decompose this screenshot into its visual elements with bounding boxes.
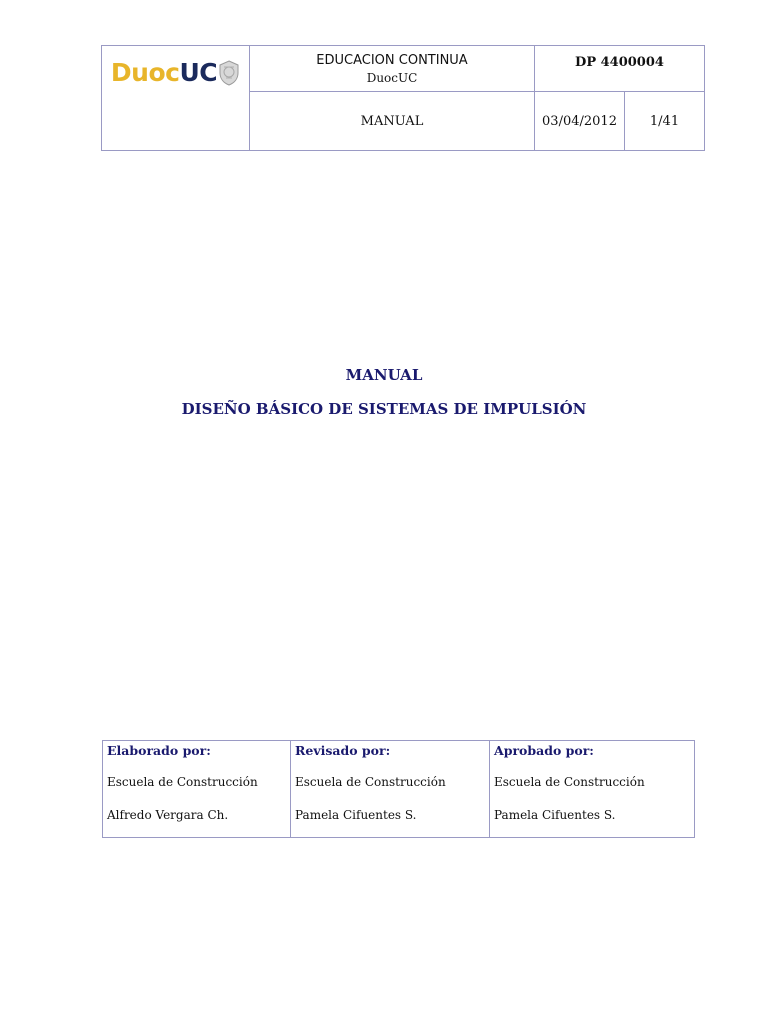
uc-seal-icon bbox=[218, 60, 240, 86]
approval-table bbox=[102, 740, 695, 838]
approval-cell-elaborado bbox=[103, 741, 291, 838]
logo-cell bbox=[102, 46, 250, 151]
document-header-table bbox=[101, 45, 705, 151]
approval-cell-revisado bbox=[291, 741, 490, 838]
document-code: DP 4400004 bbox=[575, 55, 664, 70]
org-name: EDUCACION CONTINUA bbox=[316, 52, 468, 68]
approval-person: Pamela Cifuentes S. bbox=[494, 808, 616, 822]
document-type: MANUAL bbox=[360, 113, 424, 129]
org-cell bbox=[250, 46, 535, 92]
approval-role: Aprobado por: bbox=[494, 743, 594, 758]
page-cell bbox=[625, 92, 705, 151]
logo-text-duoc: Duoc bbox=[110, 58, 180, 87]
document-title: MANUAL bbox=[345, 366, 423, 384]
title-block bbox=[0, 366, 768, 418]
code-cell bbox=[535, 46, 705, 92]
approval-unit: Escuela de Construcción bbox=[295, 775, 446, 789]
doc-type-cell bbox=[250, 92, 535, 151]
approval-role: Revisado por: bbox=[295, 743, 391, 758]
approval-cell-aprobado bbox=[490, 741, 695, 838]
duocuc-logo bbox=[102, 58, 249, 87]
org-subname: DuocUC bbox=[366, 70, 418, 85]
approval-person: Alfredo Vergara Ch. bbox=[107, 808, 229, 822]
date-cell bbox=[535, 92, 625, 151]
document-subtitle: DISEÑO BÁSICO DE SISTEMAS DE IMPULSIÓN bbox=[181, 400, 587, 418]
logo-text-uc: UC bbox=[179, 58, 218, 87]
approval-unit: Escuela de Construcción bbox=[107, 775, 258, 789]
approval-person: Pamela Cifuentes S. bbox=[295, 808, 417, 822]
approval-role: Elaborado por: bbox=[107, 743, 211, 758]
document-date: 03/04/2012 bbox=[542, 113, 617, 129]
page-number: 1/41 bbox=[649, 113, 680, 129]
approval-unit: Escuela de Construcción bbox=[494, 775, 645, 789]
